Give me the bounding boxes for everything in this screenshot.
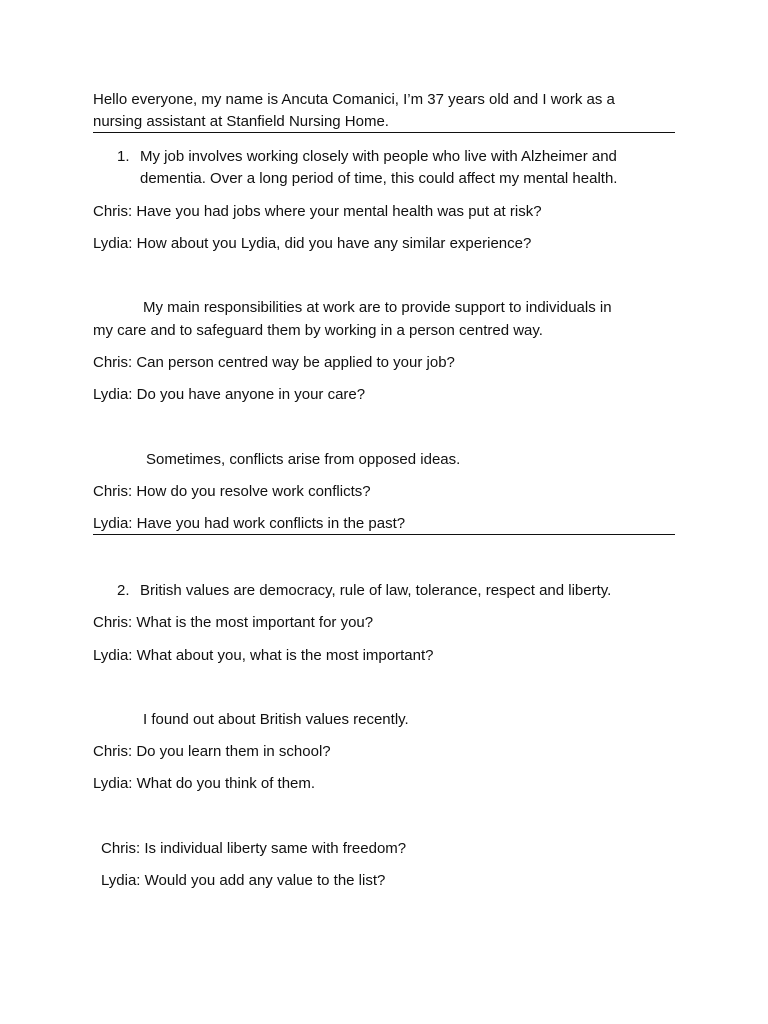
section-1-question-lydia-3: Lydia: Have you had work conflicts in the past? — [93, 515, 406, 532]
section-2-topic-2: I found out about British values recently. — [143, 711, 409, 728]
section-1-topic-2-line-1: My main responsibilities at work are to provide support to individuals in — [143, 299, 612, 316]
section-1-topic-1-line-2: dementia. Over a long period of time, this could affect my mental health. — [140, 170, 618, 187]
section-2-number: 2. — [117, 582, 130, 599]
section-2-question-lydia-3: Lydia: Would you add any value to the list? — [101, 872, 386, 889]
section-1-number: 1. — [117, 148, 130, 165]
section-1-question-chris-2: Chris: Can person centred way be applied to your job? — [93, 354, 455, 371]
section-1-question-chris-1: Chris: Have you had jobs where your mental health was put at risk? — [93, 203, 542, 220]
top-divider — [93, 132, 675, 133]
section-1-question-chris-3: Chris: How do you resolve work conflicts? — [93, 483, 371, 500]
section-1-topic-2-line-2: my care and to safeguard them by working in a person centred way. — [93, 322, 543, 339]
section-1-question-lydia-1: Lydia: How about you Lydia, did you have any similar experience? — [93, 235, 532, 252]
section-1-topic-3: Sometimes, conflicts arise from opposed ideas. — [146, 451, 461, 468]
section-2-question-lydia-1: Lydia: What about you, what is the most important? — [93, 647, 434, 664]
section-1-question-lydia-2: Lydia: Do you have anyone in your care? — [93, 386, 366, 403]
section-2-question-chris-2: Chris: Do you learn them in school? — [93, 743, 331, 760]
section-2-topic-1: British values are democracy, rule of law, tolerance, respect and liberty. — [140, 582, 612, 599]
intro-line-1: Hello everyone, my name is Ancuta Comanici, I’m 37 years old and I work as a — [93, 91, 615, 108]
section-2-question-chris-3: Chris: Is individual liberty same with freedom? — [101, 840, 407, 857]
section-2-question-chris-1: Chris: What is the most important for you? — [93, 614, 374, 631]
section-1-topic-1-line-1: My job involves working closely with people who live with Alzheimer and — [140, 148, 617, 165]
middle-divider — [93, 534, 675, 535]
section-2-question-lydia-2: Lydia: What do you think of them. — [93, 775, 316, 792]
intro-line-2: nursing assistant at Stanfield Nursing Home. — [93, 113, 389, 130]
